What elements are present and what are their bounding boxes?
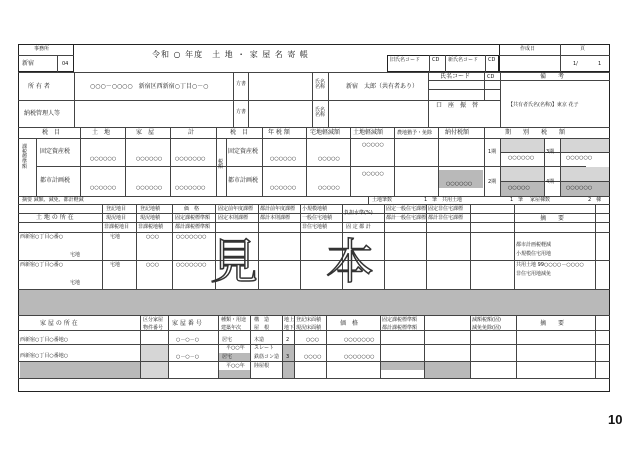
house-header-notes: 摘 要 <box>540 320 565 327</box>
land-blank-area <box>19 290 609 315</box>
house-row2-year: 平○○年 <box>226 363 245 369</box>
land-header-notes: 摘 要 <box>540 215 565 222</box>
office-code: 04 <box>62 61 69 67</box>
house-row1-area: ○○○ <box>306 337 320 343</box>
land-count-unit: 筆 <box>432 197 438 203</box>
house-header-address: 家 屋 の 所 在 <box>40 320 78 327</box>
tax-side-label: 課税標準額 <box>22 144 28 170</box>
new-cd-label: CD <box>488 57 496 63</box>
land-header-general: 一般住宅地積 <box>302 215 333 221</box>
land-header-fixed-nonres: 固定非住宅課標 <box>428 206 464 212</box>
term-1-value: ○○○○○○ <box>508 155 535 161</box>
term-2-value: ○○○○○ <box>508 185 530 191</box>
house-header-city-base: 都計課税標準額 <box>382 325 418 331</box>
tax-header-annual: 年 税 額 <box>268 129 290 136</box>
house-row2-floors: 3 <box>286 354 290 360</box>
house-row1-structure: 木造 <box>254 337 265 343</box>
land-row2-area: ○○○ <box>146 262 160 268</box>
created-date-label: 作成日 <box>520 46 536 52</box>
house-header-exempt: 減免免除(固) <box>472 325 501 331</box>
manager-name-label: 氏名名称 <box>315 107 326 118</box>
page-value: 1/ <box>573 61 578 67</box>
tax-header-terms: 期 別 税 額 <box>505 129 566 136</box>
office-label: 事務所 <box>34 46 50 52</box>
land-header-fixed-base: 固定課税標準額 <box>175 215 211 221</box>
land-header-main-city: 都計本則課標 <box>260 215 291 221</box>
land-header-cur-use: 現況地目 <box>106 215 127 221</box>
house-count-label: 家屋棟数 <box>530 197 551 203</box>
house-header-value: 価 格 <box>340 320 359 327</box>
manager-label: 納税管理人等 <box>24 110 61 117</box>
house-header-fixed-base: 固定課税標準額 <box>382 317 418 323</box>
summary-label: 摘要 減額、減免、都計軽減 <box>22 197 84 203</box>
house-header-item-no: 物件番号 <box>143 325 164 331</box>
pay-total: ○○○○○○ <box>446 181 473 187</box>
land-row1-value: ○○○○○○○ <box>176 234 207 240</box>
owner-cd-label: CD <box>487 74 495 80</box>
tax-row1-reduce2: ○○○○○ <box>362 142 384 148</box>
tax-header-item: 税 目 <box>42 129 61 136</box>
land-header-prev-city: 都計前年度課標 <box>260 206 296 212</box>
land-row2-value: ○○○○○○○ <box>176 262 207 268</box>
owner-name-label: 氏名名称 <box>315 79 326 90</box>
land-row1-address: 西新宿○丁目○番○ <box>20 234 64 240</box>
house-row2-roof: 陸屋根 <box>254 363 270 369</box>
land-row2-note1: 共用土地 99○○○○－○○○○ <box>516 262 584 268</box>
land-header-fixed-general: 固定一般住宅課標 <box>386 206 427 212</box>
land-header-city-nonres: 都計非住宅課標 <box>428 215 464 221</box>
tax-row2-land: ○○○○○○ <box>90 185 117 191</box>
house-header-below: 地下 <box>284 325 295 331</box>
house-header-above: 地上 <box>284 317 295 323</box>
tax-row1-taxname: 固定資産税 <box>228 148 259 155</box>
tax-header-item2: 税 目 <box>230 129 249 136</box>
tax-row1-reduce1: ○○○○○ <box>318 156 340 162</box>
new-name-code-label: 新氏名コード <box>448 57 479 63</box>
tax-row2-reduce2: ○○○○○ <box>362 171 384 177</box>
house-header-number: 家 屋 番 号 <box>172 320 202 327</box>
shared-land-unit: 筆 <box>518 197 524 203</box>
term-3-value: ○○○○○○ <box>566 155 593 161</box>
land-header-exempt-area: 非課税地積 <box>138 224 164 230</box>
land-row1-note1: 都市計画税軽減 <box>516 242 552 248</box>
land-row1-use: 宅地 <box>110 234 121 240</box>
tax-row2-house: ○○○○○○ <box>136 185 163 191</box>
kata-label-1: 方書 <box>236 81 247 87</box>
term-4-label: 4期 <box>546 179 555 185</box>
tax-row2-reduce1: ○○○○○ <box>318 185 340 191</box>
house-row1-kind: 居宅 <box>222 337 233 343</box>
house-header-divided: 区分家屋 <box>143 317 164 323</box>
house-row1-year: 平○○年 <box>226 345 245 351</box>
house-row2-structure: 鉄筋コン造 <box>254 354 280 360</box>
land-header-city-base: 都計課税標準額 <box>175 224 211 230</box>
tax-header-reduce1: 宅地軽減額 <box>310 129 341 136</box>
page-total: 1 <box>598 61 602 67</box>
house-row2-address: 西新宿○丁目○番地○ <box>20 353 69 359</box>
land-header-reg-area: 登記地積 <box>140 206 161 212</box>
biko-label: 備 考 <box>540 73 565 80</box>
owner-label: 所 有 者 <box>28 83 50 90</box>
co-owner-note: 【共有者氏名(名称)】東京 花子 <box>508 102 579 108</box>
tax-row1-annual: ○○○○○○ <box>270 156 297 162</box>
page-label: 頁 <box>580 46 586 52</box>
land-header-fixed-city: 固 定 都 計 <box>346 224 371 230</box>
shared-land-label: 共用土地 <box>442 197 463 203</box>
tax-row2-annual: ○○○○○○ <box>270 185 297 191</box>
shared-land: 1 <box>510 197 514 203</box>
house-row2-value: ○○○○○○○ <box>344 354 375 360</box>
house-row2-number: ○－○－○ <box>176 354 200 360</box>
house-row1-number: ○－○－○ <box>176 337 200 343</box>
house-header-kind: 種類・用途 <box>221 317 247 323</box>
land-header-exempt-use: 非課税地目 <box>104 224 130 230</box>
kata-label-2: 方書 <box>236 109 247 115</box>
house-row1-address: 西新宿○丁目○番地○ <box>20 337 69 343</box>
tax-row2-taxname: 都市計画税 <box>228 177 259 184</box>
house-row1-roof: スレート <box>254 345 275 351</box>
tax-header-total: 計 <box>188 129 195 136</box>
land-header-prev-fixed: 固定前年度課標 <box>218 206 254 212</box>
office-value: 新宿 <box>22 60 35 67</box>
bank-transfer-label: 口 座 振 替 <box>436 102 479 109</box>
land-count-label: 土地筆数 <box>372 197 393 203</box>
house-row2-kind: 居宅 <box>222 354 233 360</box>
house-row1-floors: 2 <box>286 337 290 343</box>
land-row1-area: ○○○ <box>146 234 160 240</box>
house-header-cur-floor: 現況床面積 <box>296 325 322 331</box>
house-header-structure: 構 造 <box>254 317 270 323</box>
owner-address: ○○○－○○○○ 新宿区西新宿○丁目○－○ <box>90 83 209 90</box>
tax-row1-house: ○○○○○○ <box>136 156 163 162</box>
land-row2-note2: 非住宅用地減免 <box>516 271 552 277</box>
tax-header-reduce2: 土地軽減額 <box>353 129 384 136</box>
land-header-nonres: 非住宅地積 <box>302 224 328 230</box>
land-header-small: 小規模地積 <box>302 206 328 212</box>
name-code-label: 氏名コード <box>440 73 471 80</box>
tax-header-house: 家 屋 <box>136 129 155 136</box>
tax-row1-total: ○○○○○○○ <box>175 156 206 162</box>
land-row1-note2: 小規模住宅用地 <box>516 251 552 257</box>
land-header-reg-use: 登記地目 <box>106 206 127 212</box>
tax-side-label2: 税額 <box>218 159 224 170</box>
land-header-main-fixed: 固定本則課標 <box>218 215 249 221</box>
date-page-box <box>499 44 610 72</box>
house-count: 2 <box>588 197 592 203</box>
land-header-value: 価 格 <box>184 206 200 212</box>
page-number: 10 <box>608 412 623 427</box>
sample-watermark: 見 本 <box>210 234 385 290</box>
house-header-reduce: 減額税額(固) <box>472 317 501 323</box>
term-1-label: 1期 <box>488 149 497 155</box>
land-header-burden: 負担水準(%) <box>344 210 373 216</box>
land-row1-sub-use: 宅地 <box>70 252 81 258</box>
house-header-reg-floor: 登記床面積 <box>296 317 322 323</box>
old-cd-label: CD <box>432 57 440 63</box>
term-3-label: 3期 <box>546 149 555 155</box>
land-header-address: 土 地 の 所 在 <box>36 214 74 221</box>
land-header-cur-area: 現況地積 <box>140 215 161 221</box>
land-row2-use: 宅地 <box>110 262 121 268</box>
tax-row1-name: 固定資産税 <box>40 148 71 155</box>
land-row2-sub-use: 宅地 <box>70 280 81 286</box>
old-name-code-label: 旧氏名コード <box>390 57 421 63</box>
owner-name: 新宿 太郎（共有者あり） <box>346 83 419 90</box>
house-header-year: 建築年次 <box>221 325 242 331</box>
term-2-label: 2期 <box>488 179 497 185</box>
land-row2-address: 西新宿○丁目○番○ <box>20 262 64 268</box>
tax-row2-total: ○○○○○○○ <box>175 185 206 191</box>
tax-header-farm: 農地猶予・免除 <box>397 130 433 136</box>
page-title: 令和 ○ 年度 土 地 ・ 家 屋 名 寄 帳 <box>152 50 309 59</box>
house-header-roof: 屋 根 <box>254 325 270 331</box>
land-header-city-general: 都計一般住宅課標 <box>386 215 427 221</box>
tax-row2-name: 都市計画税 <box>40 177 71 184</box>
house-row1-value: ○○○○○○○ <box>344 337 375 343</box>
tax-header-land: 土 地 <box>92 129 111 136</box>
term-4-value: ○○○○○○ <box>566 185 593 191</box>
tax-header-pay: 納付税額 <box>445 129 470 136</box>
land-count: 1 <box>424 197 428 203</box>
house-count-unit: 棟 <box>596 197 602 203</box>
tax-row1-land: ○○○○○○ <box>90 156 117 162</box>
house-row2-area: ○○○○ <box>304 354 322 360</box>
